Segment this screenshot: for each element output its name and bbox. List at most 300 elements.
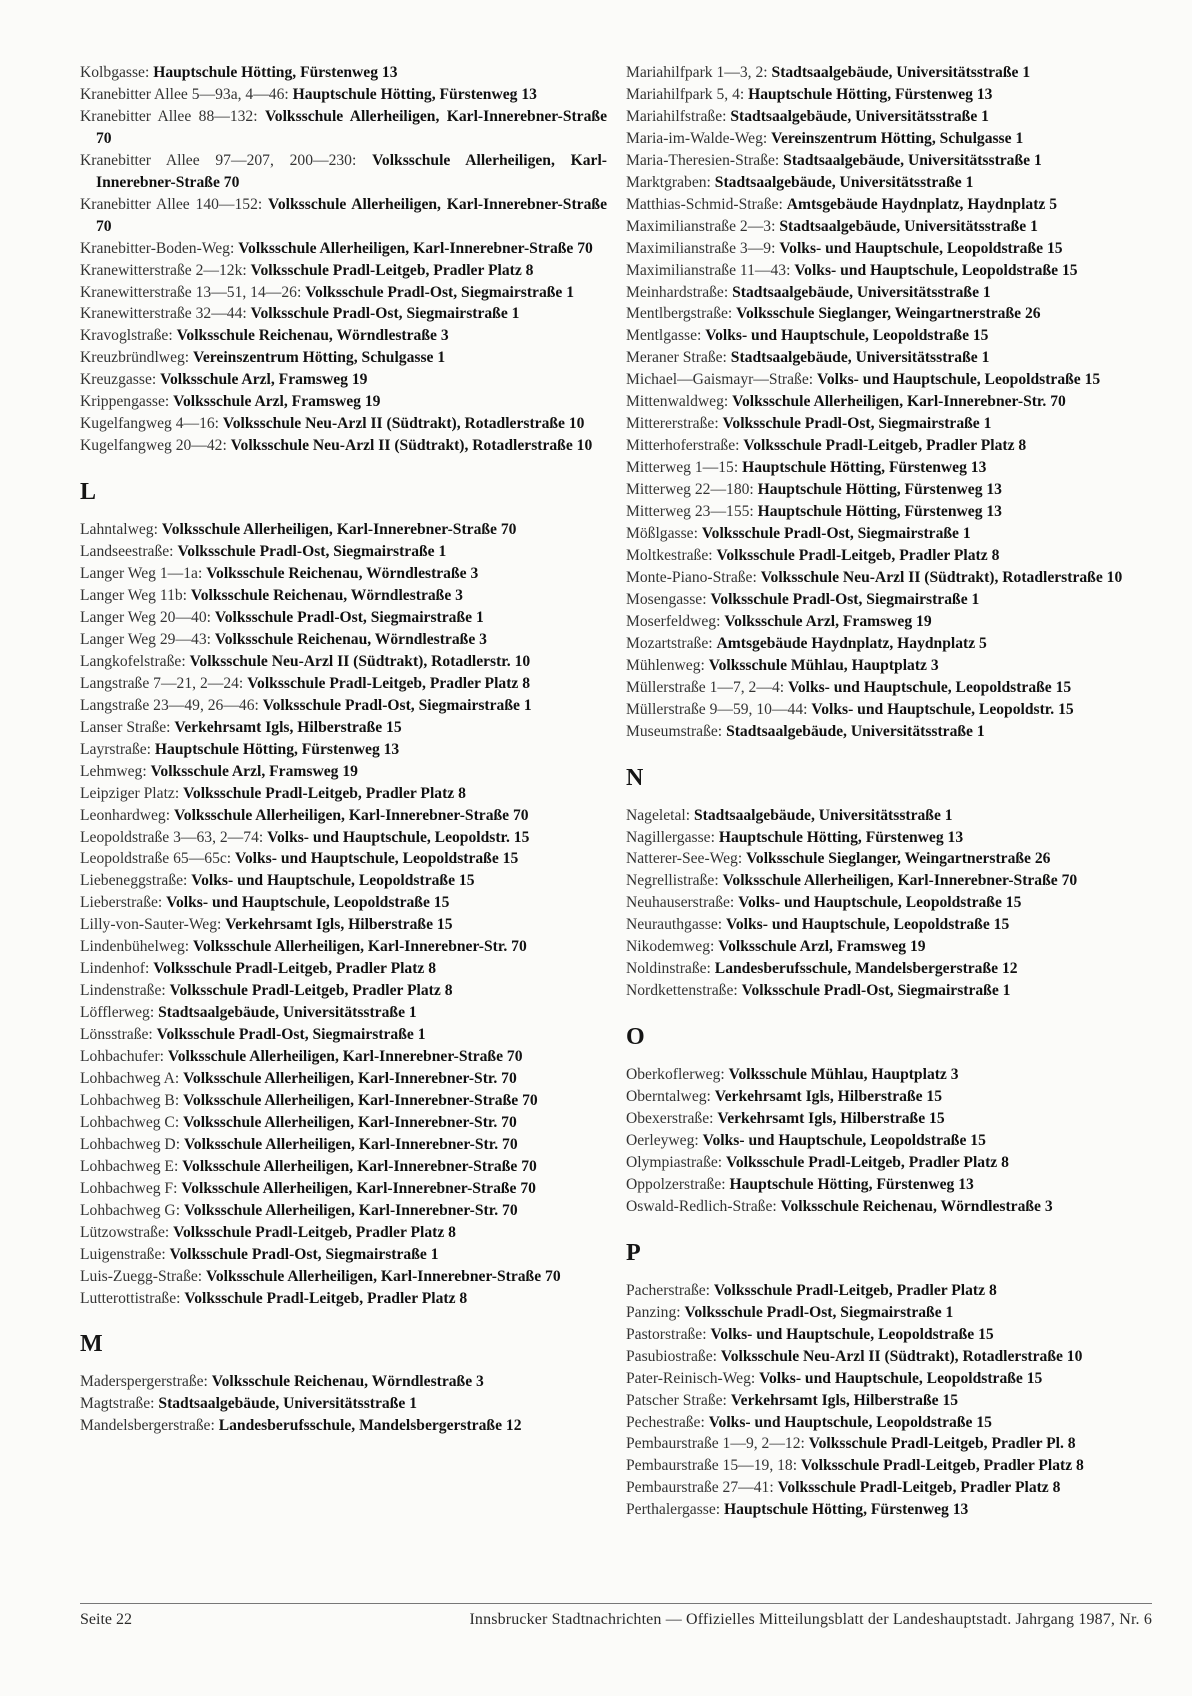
street-entry <box>626 545 1151 567</box>
street-entry <box>80 1156 607 1178</box>
street-entry <box>626 1477 1151 1499</box>
polling-station: Volksschule Pradl-Leitgeb, Pradler Platz 8 <box>173 1223 456 1241</box>
street-entry <box>626 347 1151 369</box>
polling-station: Volksschule Allerheiligen, Karl-Innerebner-Straße 70 <box>182 1157 537 1175</box>
street-name: Nageletal: <box>626 806 691 824</box>
street-name: Mitterweg 1—15: <box>626 459 739 477</box>
polling-station: Hauptschule Hötting, Fürstenweg 13 <box>154 740 400 758</box>
street-name: Langkofelstraße: <box>80 652 186 670</box>
street-entry <box>80 1178 607 1200</box>
polling-station: Volks- und Hauptschule, Leopoldstraße 15 <box>710 1325 994 1343</box>
street-name: Lindenhof: <box>80 960 150 978</box>
street-entry <box>80 238 607 260</box>
polling-station: Volksschule Mühlau, Hauptplatz 3 <box>708 656 939 674</box>
street-name: Magtstraße: <box>80 1395 155 1413</box>
polling-station: Volksschule Allerheiligen, Karl-Innerebner-Straße 70 <box>96 107 607 147</box>
street-name: Michael—Gaismayr—Straße: <box>626 371 814 389</box>
street-name: Oppolzerstraße: <box>626 1175 726 1193</box>
street-name: Leipziger Platz: <box>80 784 180 802</box>
polling-station: Volksschule Pradl-Ost, Siegmairstraße 1 <box>305 283 575 301</box>
polling-station: Stadtsaalgebäude, Universitätsstraße 1 <box>730 107 989 125</box>
polling-station: Volksschule Allerheiligen, Karl-Innerebner-Straße 70 <box>96 195 607 235</box>
street-entry <box>626 1324 1151 1346</box>
polling-station: Volksschule Pradl-Ost, Siegmairstraße 1 <box>262 696 532 714</box>
street-name: Pastorstraße: <box>626 1325 707 1343</box>
polling-station: Hauptschule Hötting, Fürstenweg 13 <box>292 85 537 103</box>
section-letter: M <box>80 1331 103 1358</box>
street-name: Lindenbühelweg: <box>80 938 190 956</box>
street-name: Kugelfangweg 20—42: <box>80 437 227 455</box>
street-entry <box>626 1390 1151 1412</box>
street-name: Müllerstraße 1—7, 2—4: <box>626 678 785 696</box>
street-name: Lehmweg: <box>80 762 147 780</box>
street-name: Luigenstraße: <box>80 1245 166 1263</box>
polling-station: Stadtsaalgebäude, Universitätsstraße 1 <box>771 64 1031 81</box>
polling-station: Volks- und Hauptschule, Leopoldstraße 15 <box>816 371 1101 389</box>
polling-station: Volksschule Allerheiligen, Karl-Innerebner-Str. 70 <box>183 1113 517 1131</box>
street-name: Pater-Reinisch-Weg: <box>626 1369 756 1387</box>
street-name: Mittenwaldweg: <box>626 393 729 411</box>
index-column-right <box>626 62 1151 1521</box>
street-name: Kranewitterstraße 2—12k: <box>80 261 247 279</box>
street-entry <box>80 651 607 673</box>
street-name: Krippengasse: <box>80 393 170 411</box>
street-name: Oerleyweg: <box>626 1131 699 1149</box>
street-name: Lieberstraße: <box>80 894 163 912</box>
polling-station: Volksschule Pradl-Ost, Siegmairstraße 1 <box>156 1026 426 1044</box>
street-name: Lohbachufer: <box>80 1048 164 1066</box>
street-name: Monte-Piano-Straße: <box>626 568 757 586</box>
street-name: Matthias-Schmid-Straße: <box>626 195 783 213</box>
street-name: Kolbgasse: <box>80 64 150 81</box>
street-entry <box>626 633 1151 655</box>
street-entry <box>80 739 607 761</box>
polling-station: Volks- und Hauptschule, Leopoldstraße 15 <box>738 894 1022 912</box>
street-name: Lohbachweg B: <box>80 1091 180 1109</box>
street-name: Kranewitterstraße 13—51, 14—26: <box>80 283 302 301</box>
polling-station: Stadtsaalgebäude, Universitätsstraße 1 <box>714 173 974 191</box>
polling-station: Volksschule Pradl-Ost, Siegmairstraße 1 <box>214 608 484 626</box>
street-entry <box>626 699 1151 721</box>
street-entry <box>80 848 607 870</box>
street-entry <box>80 325 607 347</box>
street-entry <box>626 84 1151 106</box>
street-name: Nagillergasse: <box>626 828 715 846</box>
street-name: Pacherstraße: <box>626 1281 710 1299</box>
section-letter: L <box>80 479 97 506</box>
polling-station: Volks- und Hauptschule, Leopoldstraße 15 <box>235 850 519 868</box>
polling-station: Volks- und Hauptschule, Leopoldstraße 15 <box>726 916 1010 934</box>
polling-station: Volksschule Arzl, Framsweg 19 <box>160 371 368 389</box>
street-name: Mentlbergstraße: <box>626 305 733 323</box>
street-name: Lohbachweg A: <box>80 1069 180 1087</box>
polling-station: Volksschule Pradl-Leitgeb, Pradler Platz 8 <box>716 546 1000 564</box>
street-name: Mitterweg 23—155: <box>626 503 754 521</box>
street-name: Lohbachweg G: <box>80 1201 181 1219</box>
street-entry <box>626 655 1151 677</box>
street-name: Lützowstraße: <box>80 1223 170 1241</box>
street-entry <box>626 501 1151 523</box>
polling-station: Stadtsaalgebäude, Universitätsstraße 1 <box>783 151 1042 169</box>
street-entry <box>626 1196 1151 1218</box>
street-entry <box>626 1280 1151 1302</box>
street-entry <box>80 892 607 914</box>
polling-station: Volksschule Allerheiligen, Karl-Innerebner-Str. 70 <box>183 1201 518 1219</box>
street-entry <box>80 1244 607 1266</box>
polling-station: Verkehrsamt Igls, Hilberstraße 15 <box>714 1088 943 1106</box>
polling-station: Volks- und Hauptschule, Leopoldstraße 15 <box>166 894 450 912</box>
street-entry <box>626 1086 1151 1108</box>
street-name: Müllerstraße 9—59, 10—44: <box>626 700 808 718</box>
street-entry <box>80 1222 607 1244</box>
polling-station: Hauptschule Hötting, Fürstenweg 13 <box>748 85 993 103</box>
polling-station: Volks- und Hauptschule, Leopoldstraße 15 <box>759 1369 1043 1387</box>
street-entry <box>80 106 607 150</box>
street-entry <box>80 980 607 1002</box>
street-name: Kranebitter Allee 5—93a, 4—46: <box>80 85 289 103</box>
street-entry <box>80 607 607 629</box>
polling-station: Volks- und Hauptschule, Leopoldstr. 15 <box>811 700 1074 718</box>
street-entry <box>80 870 607 892</box>
street-entry <box>626 721 1151 743</box>
street-entry <box>80 1090 607 1112</box>
street-name: Lutterottistraße: <box>80 1289 181 1307</box>
polling-station: Volksschule Reichenau, Wörndlestraße 3 <box>190 587 463 605</box>
street-name: Oberkoflerweg: <box>626 1066 725 1084</box>
street-name: Lohbachweg D: <box>80 1135 181 1153</box>
street-entry <box>626 611 1151 633</box>
street-entry <box>626 936 1151 958</box>
street-name: Pembaurstraße 1—9, 2—12: <box>626 1435 805 1453</box>
polling-station: Volksschule Allerheiligen, Karl-Innerebner-Str. 70 <box>732 393 1066 411</box>
street-entry <box>626 827 1151 849</box>
polling-station: Volksschule Pradl-Ost, Siegmairstraße 1 <box>684 1303 954 1321</box>
polling-station: Volksschule Allerheiligen, Karl-Innerebner-Straße 70 <box>181 1179 536 1197</box>
polling-station: Volksschule Reichenau, Wörndlestraße 3 <box>214 630 487 648</box>
polling-station: Volksschule Pradl-Leitgeb, Pradler Platz 8 <box>247 674 531 692</box>
street-name: Maximilianstraße 2—3: <box>626 217 776 235</box>
polling-station: Verkehrsamt Igls, Hilberstraße 15 <box>174 718 402 736</box>
polling-station: Amtsgebäude Haydnplatz, Haydnplatz 5 <box>786 195 1058 213</box>
street-name: Maderspergerstraße: <box>80 1373 208 1391</box>
polling-station: Volksschule Pradl-Ost, Siegmairstraße 1 <box>701 525 971 543</box>
street-entry <box>80 150 607 194</box>
street-entry <box>80 1371 607 1393</box>
section-letter: N <box>626 764 644 791</box>
polling-station: Volksschule Pradl-Leitgeb, Pradler Platz 8 <box>250 261 534 279</box>
street-name: Maria-Theresien-Straße: <box>626 151 780 169</box>
polling-station: Stadtsaalgebäude, Universitätsstraße 1 <box>726 722 985 740</box>
street-name: Leopoldstraße 3—63, 2—74: <box>80 828 264 846</box>
street-name: Pembaurstraße 27—41: <box>626 1479 774 1497</box>
street-name: Kranebitter Allee 88—132: <box>80 107 258 125</box>
street-entry <box>80 1068 607 1090</box>
street-name: Obexerstraße: <box>626 1110 714 1128</box>
street-name: Maximilianstraße 11—43: <box>626 261 791 279</box>
polling-station: Hauptschule Hötting, Fürstenweg 13 <box>153 64 398 81</box>
street-entry <box>80 827 607 849</box>
polling-station: Hauptschule Hötting, Fürstenweg 13 <box>757 481 1002 499</box>
street-entry <box>626 413 1151 435</box>
street-entry <box>626 128 1151 150</box>
polling-station: Volksschule Pradl-Leitgeb, Pradler Platz 8 <box>800 1457 1084 1475</box>
street-entry <box>80 260 607 282</box>
polling-station: Volks- und Hauptschule, Leopoldstr. 15 <box>267 828 530 846</box>
street-entry <box>80 303 607 325</box>
street-entry <box>80 1024 607 1046</box>
street-entry <box>80 1266 607 1288</box>
street-name: Natterer-See-Weg: <box>626 850 743 868</box>
polling-station: Verkehrsamt Igls, Hilberstraße 15 <box>225 916 453 934</box>
street-entry <box>80 1415 607 1437</box>
street-entry <box>80 541 607 563</box>
polling-station: Volksschule Pradl-Ost, Siegmairstraße 1 <box>710 590 980 608</box>
street-name: Nikodemweg: <box>626 938 715 956</box>
street-entry <box>626 677 1151 699</box>
polling-station: Stadtsaalgebäude, Universitätsstraße 1 <box>779 217 1038 235</box>
polling-station: Volksschule Arzl, Framsweg 19 <box>718 938 926 956</box>
street-entry <box>80 1112 607 1134</box>
polling-station: Volks- und Hauptschule, Leopoldstraße 15 <box>794 261 1078 279</box>
polling-station: Volksschule Reichenau, Wörndlestraße 3 <box>206 565 479 583</box>
street-entry <box>626 150 1151 172</box>
polling-station: Volksschule Allerheiligen, Karl-Innerebner-Straße 70 <box>183 1091 538 1109</box>
street-entry <box>80 585 607 607</box>
polling-station: Volksschule Pradl-Ost, Siegmairstraße 1 <box>722 415 992 433</box>
street-entry <box>626 1108 1151 1130</box>
polling-station: Volksschule Pradl-Leitgeb, Pradler Pl. 8 <box>808 1435 1076 1453</box>
street-name: Mitterweg 22—180: <box>626 481 754 499</box>
street-name: Kreuzbründlweg: <box>80 349 190 367</box>
polling-station: Hauptschule Hötting, Fürstenweg 13 <box>757 503 1002 521</box>
polling-station: Volksschule Allerheiligen, Karl-Innerebner-Straße 70 <box>96 151 607 191</box>
street-name: Kravoglstraße: <box>80 327 173 345</box>
polling-station: Volksschule Pradl-Leitgeb, Pradler Platz 8 <box>726 1153 1009 1171</box>
street-name: Lohbachweg C: <box>80 1113 180 1131</box>
polling-station: Landesberufsschule, Mandelsbergerstraße 12 <box>714 960 1018 978</box>
street-entry <box>626 391 1151 413</box>
polling-station: Landesberufsschule, Mandelsbergerstraße 12 <box>218 1417 522 1435</box>
polling-station: Volksschule Reichenau, Wörndlestraße 3 <box>780 1197 1053 1215</box>
street-name: Kugelfangweg 4—16: <box>80 415 220 433</box>
polling-station: Stadtsaalgebäude, Universitätsstraße 1 <box>158 1004 417 1022</box>
polling-station: Volksschule Arzl, Framsweg 19 <box>150 762 358 780</box>
street-entry <box>80 347 607 369</box>
street-entry <box>626 303 1151 325</box>
street-entry <box>626 369 1151 391</box>
street-name: Mariahilfstraße: <box>626 107 727 125</box>
street-entry <box>80 62 607 84</box>
publication-line: Innsbrucker Stadtnachrichten — Offizielles Mitteilungsblatt der Landeshauptstadt. Jahrgang 1987, Nr. 6 <box>469 1611 1152 1628</box>
street-entry <box>626 1368 1151 1390</box>
street-name: Mößlgasse: <box>626 525 698 543</box>
street-entry <box>626 282 1151 304</box>
street-entry <box>80 914 607 936</box>
polling-station: Volksschule Allerheiligen, Karl-Innerebner-Straße 70 <box>161 521 517 539</box>
street-entry <box>80 1288 607 1310</box>
street-entry <box>626 805 1151 827</box>
street-name: Olympiastraße: <box>626 1153 723 1171</box>
street-name: Mühlenweg: <box>626 656 705 674</box>
polling-station: Volksschule Sieglanger, Weingartnerstraße 26 <box>736 305 1041 323</box>
street-entry <box>626 238 1151 260</box>
polling-station: Hauptschule Hötting, Fürstenweg 13 <box>729 1175 974 1193</box>
polling-station: Volksschule Neu-Arzl II (Südtrakt), Rotadlerstraße 10 <box>720 1347 1083 1365</box>
street-entry <box>80 673 607 695</box>
street-name: Oswald-Redlich-Straße: <box>626 1197 777 1215</box>
polling-station: Volksschule Reichenau, Wörndlestraße 3 <box>176 327 449 345</box>
polling-station: Stadtsaalgebäude, Universitätsstraße 1 <box>730 349 990 367</box>
street-name: Negrellistraße: <box>626 872 719 890</box>
street-entry <box>626 1346 1151 1368</box>
page-number: Seite 22 <box>80 1611 132 1628</box>
polling-station: Volksschule Mühlau, Hauptplatz 3 <box>728 1066 959 1084</box>
street-entry <box>80 519 607 541</box>
street-name: Maximilianstraße 3—9: <box>626 239 776 257</box>
street-name: Lohbachweg F: <box>80 1179 178 1197</box>
polling-station: Volksschule Allerheiligen, Karl-Innerebner-Straße 70 <box>206 1267 561 1285</box>
polling-station: Vereinszentrum Hötting, Schulgasse 1 <box>771 129 1024 147</box>
polling-station: Stadtsaalgebäude, Universitätsstraße 1 <box>693 806 953 824</box>
street-name: Mentlgasse: <box>626 327 702 345</box>
polling-station: Volksschule Neu-Arzl II (Südtrakt), Rotadlerstraße 10 <box>230 437 593 455</box>
street-entry <box>626 172 1151 194</box>
street-name: Mozartstraße: <box>626 634 713 652</box>
polling-station: Volksschule Allerheiligen, Karl-Innerebner-Str. 70 <box>183 1069 517 1087</box>
polling-station: Volksschule Neu-Arzl II (Südtrakt), Rotadlerstr. 10 <box>189 652 531 670</box>
street-entry <box>80 958 607 980</box>
street-name: Layrstraße: <box>80 740 152 758</box>
street-entry <box>80 84 607 106</box>
polling-station: Volksschule Allerheiligen, Karl-Innerebner-Straße 70 <box>722 872 1078 890</box>
street-entry <box>626 325 1151 347</box>
street-entry <box>626 1499 1151 1521</box>
street-name: Landseestraße: <box>80 543 174 561</box>
street-name: Langer Weg 20—40: <box>80 608 211 626</box>
polling-station: Volksschule Pradl-Leitgeb, Pradler Platz 8 <box>713 1281 997 1299</box>
street-entry <box>626 260 1151 282</box>
street-name: Pembaurstraße 15—19, 18: <box>626 1457 798 1475</box>
street-entry <box>80 1046 607 1068</box>
street-entry <box>80 413 607 435</box>
polling-station: Volksschule Pradl-Ost, Siegmairstraße 1 <box>741 982 1011 1000</box>
street-name: Lilly-von-Sauter-Weg: <box>80 916 222 934</box>
street-name: Löfflerweg: <box>80 1004 155 1022</box>
polling-station: Volks- und Hauptschule, Leopoldstraße 15 <box>191 872 475 890</box>
street-entry <box>626 1455 1151 1477</box>
street-name: Moltkestraße: <box>626 546 713 564</box>
street-entry <box>80 563 607 585</box>
polling-station: Volksschule Arzl, Framsweg 19 <box>724 612 932 630</box>
polling-station: Stadtsaalgebäude, Universitätsstraße 1 <box>732 283 991 301</box>
polling-station: Volksschule Allerheiligen, Karl-Innerebner-Straße 70 <box>173 806 529 824</box>
street-name: Meinhardstraße: <box>626 283 729 301</box>
street-name: Museumstraße: <box>626 722 723 740</box>
street-entry <box>626 848 1151 870</box>
polling-station: Volksschule Allerheiligen, Karl-Innerebner-Straße 70 <box>238 239 593 257</box>
polling-station: Verkehrsamt Igls, Hilberstraße 15 <box>717 1110 945 1128</box>
polling-station: Volksschule Arzl, Framsweg 19 <box>173 393 381 411</box>
polling-station: Volksschule Pradl-Leitgeb, Pradler Platz 8 <box>743 437 1027 455</box>
street-name: Pechestraße: <box>626 1413 705 1431</box>
polling-station: Volksschule Pradl-Leitgeb, Pradler Platz 8 <box>169 982 453 1000</box>
street-entry <box>626 892 1151 914</box>
street-entry <box>80 629 607 651</box>
street-entry <box>626 216 1151 238</box>
street-name: Lahntalweg: <box>80 521 158 539</box>
street-name: Langstraße 7—21, 2—24: <box>80 674 244 692</box>
street-name: Perthalergasse: <box>626 1501 721 1519</box>
section-letter: P <box>626 1239 641 1266</box>
street-entry <box>80 761 607 783</box>
street-name: Mandelsbergerstraße: <box>80 1417 215 1435</box>
street-name: Mariahilfpark 1—3, 2: <box>626 64 768 81</box>
street-entry <box>626 1302 1151 1324</box>
street-entry <box>626 479 1151 501</box>
street-name: Lönsstraße: <box>80 1026 153 1044</box>
polling-station: Volksschule Pradl-Leitgeb, Pradler Platz 8 <box>183 784 466 802</box>
street-entry <box>626 457 1151 479</box>
street-entry <box>626 523 1151 545</box>
polling-station: Volksschule Pradl-Leitgeb, Pradler Platz 8 <box>153 960 437 978</box>
street-name: Langstraße 23—49, 26—46: <box>80 696 259 714</box>
street-entry <box>80 783 607 805</box>
footer-rule <box>80 1603 1152 1604</box>
street-entry <box>626 958 1151 980</box>
street-entry <box>626 870 1151 892</box>
street-name: Mariahilfpark 5, 4: <box>626 85 745 103</box>
street-name: Leopoldstraße 65—65c: <box>80 850 232 868</box>
index-column-left <box>80 62 607 1437</box>
street-entry <box>626 62 1151 84</box>
polling-station: Amtsgebäude Haydnplatz, Haydnplatz 5 <box>716 634 987 652</box>
street-entry <box>80 282 607 304</box>
street-name: Meraner Straße: <box>626 349 727 367</box>
polling-station: Hauptschule Hötting, Fürstenweg 13 <box>724 1501 969 1519</box>
street-name: Kranebitter Allee 97—207, 200—230: <box>80 151 357 169</box>
polling-station: Volksschule Neu-Arzl II (Südtrakt), Rotadlerstraße 10 <box>760 568 1123 586</box>
street-entry <box>626 194 1151 216</box>
street-name: Noldinstraße: <box>626 960 711 978</box>
polling-station: Vereinszentrum Hötting, Schulgasse 1 <box>193 349 446 367</box>
street-entry <box>80 1134 607 1156</box>
street-entry <box>80 369 607 391</box>
street-entry <box>80 1393 607 1415</box>
street-name: Lindenstraße: <box>80 982 166 1000</box>
polling-station: Volksschule Pradl-Leitgeb, Pradler Platz 8 <box>777 1479 1061 1497</box>
street-entry <box>626 1174 1151 1196</box>
street-name: Mosengasse: <box>626 590 707 608</box>
street-name: Panzing: <box>626 1303 681 1321</box>
street-name: Kranewitterstraße 32—44: <box>80 305 247 323</box>
street-entry <box>626 106 1151 128</box>
street-entry <box>80 194 607 238</box>
section-letter: O <box>626 1024 645 1051</box>
street-name: Kranebitter-Boden-Weg: <box>80 239 235 257</box>
street-entry <box>80 717 607 739</box>
street-entry <box>626 1064 1151 1086</box>
polling-station: Volksschule Sieglanger, Weingartnerstraße 26 <box>746 850 1051 868</box>
street-name: Moserfeldweg: <box>626 612 721 630</box>
street-name: Langer Weg 11b: <box>80 587 188 605</box>
polling-station: Volks- und Hauptschule, Leopoldstraße 15 <box>779 239 1063 257</box>
street-entry <box>80 695 607 717</box>
street-name: Lohbachweg E: <box>80 1157 179 1175</box>
polling-station: Volksschule Reichenau, Wörndlestraße 3 <box>211 1373 484 1391</box>
street-entry <box>626 914 1151 936</box>
street-entry <box>626 589 1151 611</box>
street-name: Maria-im-Walde-Weg: <box>626 129 768 147</box>
